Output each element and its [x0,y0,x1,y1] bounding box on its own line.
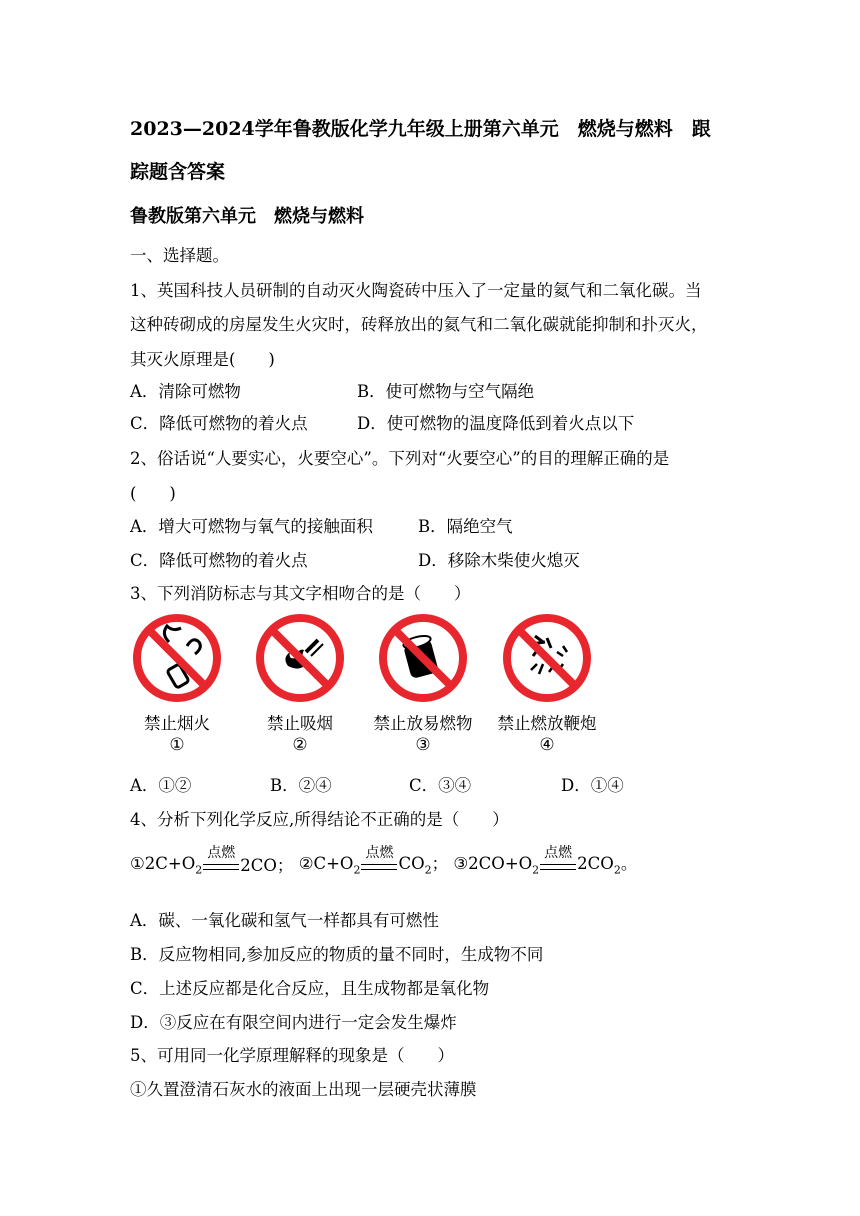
q2-stem-line1: 2、俗话说“人要实心，火要空心”。下列对“火要空心”的目的理解正确的是 [130,449,670,468]
q1-option-c: C．降低可燃物的着火点 [130,414,308,433]
reaction-condition-arrow: 点燃 [361,846,397,876]
unit-subtitle: 鲁教版第六单元 燃烧与燃料 [130,206,364,227]
reaction-equations: $①2C+O_2$ 点燃 2CO； $②C+O_2$ 点燃 $CO_2$； $③2CO+O_2$ 点燃 $2CO_2$。 [130,845,638,876]
reaction-condition-arrow: 点燃 [540,846,576,876]
q5-item-1: ①久置澄清石灰水的液面上出现一层硬壳状薄膜 [130,1080,477,1099]
sign-label: 禁止烟火 [144,714,210,733]
q4-option-d: D．③反应在有限空间内进行一定会发生爆炸 [130,1013,457,1032]
sign-label: 禁止燃放鞭炮 [497,714,597,733]
q1-stem-line3: 其灭火原理是( ) [130,350,275,369]
q1-option-d: D．使可燃物的温度降低到着火点以下 [357,414,635,433]
q4-option-a: A．碳、一氧化碳和氢气一样都具有可燃性 [130,911,439,930]
q3-option-c: C．③④ [409,776,472,795]
q4-option-c: C．上述反应都是化合反应，且生成物都是氧化物 [130,979,490,998]
sign-no-smoking [250,612,350,754]
q2-option-d: D．移除木柴使火熄灭 [418,551,580,570]
sign-no-flammables [373,612,473,754]
sign-number: ② [292,734,308,755]
sign-no-fire [127,612,227,754]
sign-label: 禁止放易燃物 [373,714,473,733]
document-title-line1: 2023—2024学年鲁教版化学九年级上册第六单元 燃烧与燃料 跟 [130,118,711,140]
q2-stem-line2: ( ) [130,484,176,503]
q2-option-c: C．降低可燃物的着火点 [130,551,308,570]
q2-option-b: B．隔绝空气 [418,517,513,536]
q3-stem: 3、下列消防标志与其文字相吻合的是（ ） [130,584,471,603]
sign-number: ① [169,734,185,755]
no-firecrackers-sign-icon [501,612,593,704]
q3-option-b: B．②④ [270,776,332,795]
equation-2: $②C+O_2$ [298,853,361,876]
q4-stem: 4、分析下列化学反应,所得结论不正确的是（ ） [130,810,509,829]
equation-1: $①2C+O_2$ [130,853,203,876]
sign-label: 禁止吸烟 [267,714,333,733]
sign-no-firecrackers [497,612,597,754]
sign-number: ③ [415,734,431,755]
no-flammables-sign-icon [377,612,469,704]
q3-option-a: A．①② [130,776,192,795]
no-open-flame-sign-icon [131,612,223,704]
q3-option-d: D．①④ [561,776,624,795]
no-smoking-sign-icon [254,612,346,704]
q4-option-b: B．反应物相同,参加反应的物质的量不同时，生成物不同 [130,945,544,964]
q1-option-b: B．使可燃物与空气隔绝 [357,382,535,401]
q1-option-a: A．清除可燃物 [130,382,241,401]
q1-stem-line1: 1、英国科技人员研制的自动灭火陶瓷砖中压入了一定量的氦气和二氧化碳。当 [130,281,702,300]
section-heading: 一、选择题。 [130,246,229,265]
sign-number: ④ [539,734,555,755]
q1-stem-line2: 这种砖砌成的房屋发生火灾时，砖释放出的氦气和二氧化碳就能抑制和扑灭火， [130,315,708,334]
q2-option-a: A．增大可燃物与氧气的接触面积 [130,517,373,536]
document-title-line2: 踪题含答案 [130,161,226,183]
reaction-condition-arrow: 点燃 [203,846,239,876]
equation-3: $③2CO+O_2$ [453,853,540,876]
q5-stem: 5、可用同一化学原理解释的现象是（ ） [130,1046,454,1065]
